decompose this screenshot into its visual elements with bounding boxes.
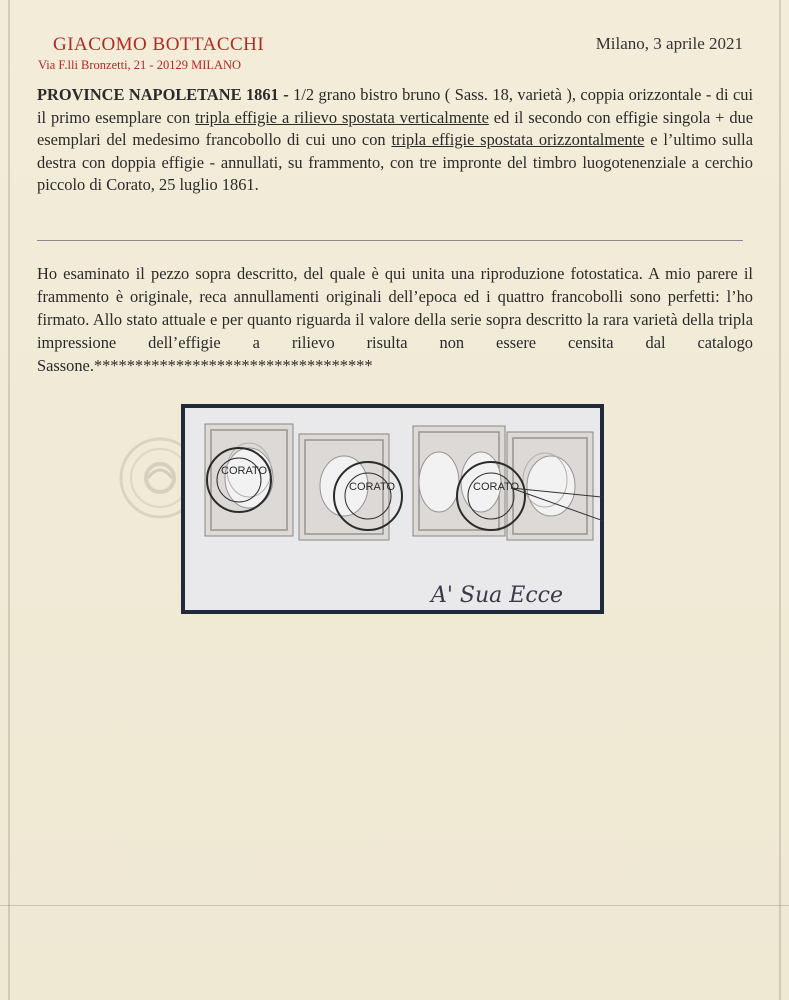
divider-rule (37, 240, 743, 241)
description-part2: ed il secondo con effigie singola + due esemplari del medesimo francobollo di cui uno con (37, 107, 754, 149)
handwritten-address: A' Sua Ecce (431, 583, 563, 608)
page-edge-left (8, 0, 10, 1000)
company-name: GIACOMO BOTTACCHI (53, 34, 265, 55)
description-part1: 1/2 grano bistro bruno ( Sass. 18, varietà ), coppia orizzontale - di cui il primo esemplare con (37, 85, 753, 127)
fold-line (0, 905, 789, 906)
stamp-1 (205, 424, 293, 536)
description-part3: e l’ultimo sulla destra con doppia effigie - annullati, su frammento, con tre impronte del timbro luogotenenziale a cerchio piccolo di Corato, 25 luglio 1861. (37, 130, 753, 194)
postmark-text-2: CORATO (349, 481, 396, 493)
stamp-4 (507, 432, 593, 540)
fragment-photo (181, 404, 604, 614)
page-edge-right (779, 0, 781, 1000)
description-variety-1: tripla effigie a rilievo spostata verticalmente (195, 107, 489, 127)
description-variety-2: tripla effigie spostata orizzontalmente (391, 130, 645, 149)
postmark-text-3: CORATO (473, 481, 520, 493)
stamp-description (37, 84, 753, 197)
company-address: Via F.lli Bronzetti, 21 - 20129 MILANO (38, 58, 242, 72)
examination-text: Ho esaminato il pezzo sopra descritto, del quale è qui unita una riproduzione fotostatica. A mio parere il frammento è originale, reca annullamenti originali dell’epoca ed i quattro francobolli sono perfetti: l’ho firmato. Allo stato attuale e per quanto riguarda il valore della serie sopra descritto la rara varietà della tripla impressione dell’effigie a rilievo risulta non essere censita dal catalogo Sassone.********************************** (37, 264, 753, 375)
certificate-date: Milano, 3 aprile 2021 (595, 34, 743, 53)
description-title: PROVINCE NAPOLETANE 1861 - (37, 85, 289, 104)
postmark-text-1: CORATO (221, 465, 268, 477)
